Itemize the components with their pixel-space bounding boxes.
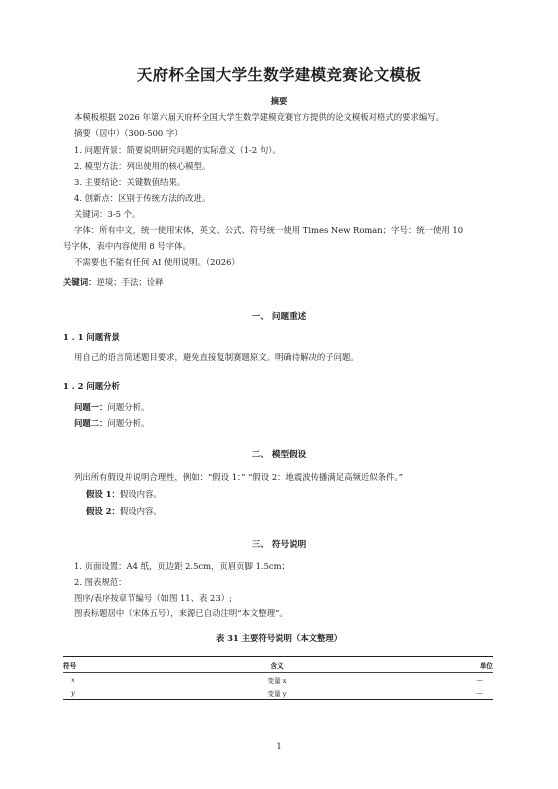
abstract-line: 号字体，表中内容使用 8 号字体。 (63, 241, 191, 251)
abstract-line: 1. 问题背景：简要说明研究问题的实际意义（1-2 句）。 (74, 145, 281, 155)
keywords-row (63, 277, 164, 288)
abstract-line: 3. 主要结论：关键数值结果。 (74, 177, 186, 187)
table-header-cell: 符号 (63, 661, 77, 670)
table-header-row (63, 657, 493, 673)
question-2-label: 问题二： (74, 418, 108, 428)
assumption-2 (86, 506, 162, 517)
section-heading-1: 一、 问题重述 (251, 312, 307, 322)
abstract-line: 字体：所有中文，统一使用宋体，英文、公式、符号统一使用 Times New Roman；字号：统一使用 10 (74, 225, 464, 235)
keywords-label: 关键词： (63, 277, 97, 287)
table-header-cell: 含义 (270, 661, 284, 670)
table-cell: — (476, 688, 483, 697)
section-heading-2: 二、 模型假设 (251, 450, 307, 460)
keywords-value: 逆境；手法；诠释 (96, 277, 164, 287)
page-number: 1 (276, 741, 282, 751)
subsection-heading-1-2: 1 . 2 问题分析 (63, 381, 120, 391)
abstract-line: 关键词：3-5 个。 (74, 209, 141, 219)
table-cell: x (71, 675, 75, 684)
abstract-heading: 摘要 (270, 96, 288, 106)
body-text: 用自己的语言简述题目要求，避免直接复制赛题原文。明确待解决的子问题。 (74, 352, 359, 362)
paper-title: 天府杯全国大学生数学建模竞赛论文模板 (136, 65, 422, 84)
assumption-1-label: 假设 1： (86, 489, 120, 499)
symbol-table (63, 656, 493, 700)
question-1-text: 问题分析。 (107, 402, 150, 412)
assumption-1 (86, 489, 162, 500)
table-cell: y (71, 688, 75, 697)
body-line: 图表标题居中（宋体五号），来源已自动注明“本文整理”。 (74, 608, 288, 618)
abstract-line: 不需要也不能有任何 AI 使用说明。（2026） (74, 257, 240, 267)
body-line: 2. 图表规范： (74, 577, 127, 587)
body-line: 图序/表序按章节编号（如图 11、表 23）; (74, 593, 232, 603)
abstract-line: 本模板根据 2026 年第六届天府杯全国大学生数学建模竞赛官方提供的论文模板对格式的要求编写。 (74, 112, 445, 122)
question-1-label: 问题一： (74, 402, 108, 412)
abstract-line: 4. 创新点：区别于传统方法的改进。 (74, 193, 211, 203)
body-line: 1. 页面设置：A4 纸，页边距 2.5cm，页眉页脚 1.5cm； (74, 561, 290, 571)
question-1 (74, 402, 149, 413)
section-heading-3: 三、 符号说明 (251, 540, 307, 550)
assumption-2-label: 假设 2： (86, 506, 120, 516)
table-header-cell: 单位 (479, 661, 493, 670)
table-cell: 变量 y (267, 689, 287, 698)
table-cell: — (476, 675, 483, 684)
subsection-heading-1-1: 1 . 1 问题背景 (63, 332, 120, 342)
assumption-1-text: 假设内容。 (119, 489, 162, 499)
table-row (63, 686, 493, 700)
table-cell: 变量 x (267, 676, 287, 685)
table-row (63, 673, 493, 687)
body-text: 列出所有假设并说明合理性，例如：“假设 1：” “假设 2：地震波传播满足高频近似条件。” (74, 472, 403, 482)
question-2-text: 问题分析。 (107, 418, 150, 428)
abstract-line: 2. 模型方法：列出使用的核心模型。 (74, 161, 211, 171)
question-2 (74, 418, 149, 429)
assumption-2-text: 假设内容。 (119, 506, 162, 516)
abstract-line: 摘要（居中）（300-500 字） (74, 128, 183, 138)
table-caption: 表 31 主要符号说明（本文整理） (215, 633, 343, 643)
